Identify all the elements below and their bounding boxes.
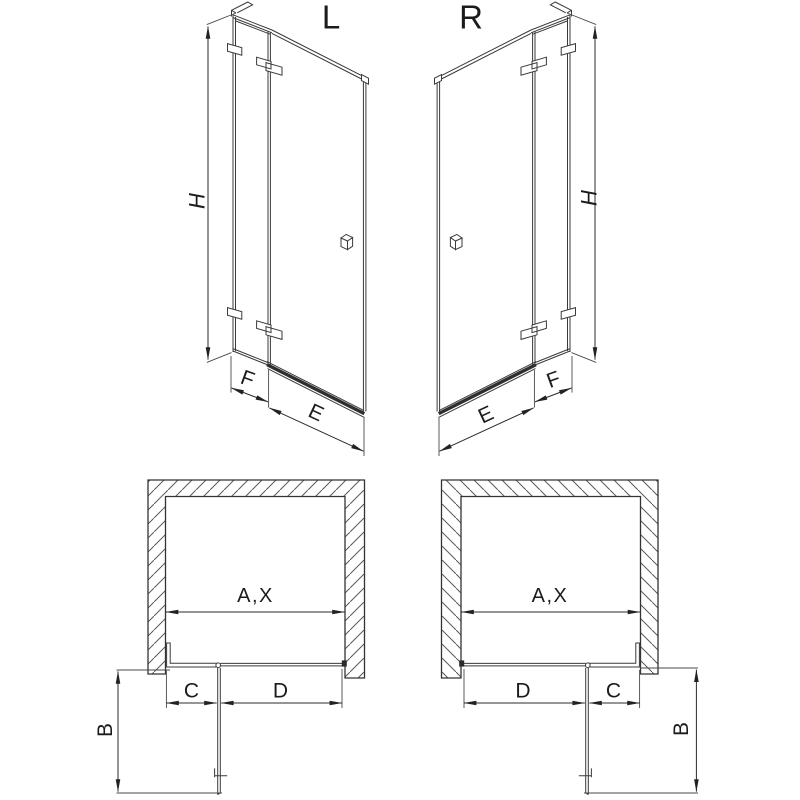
plan-left-view xyxy=(148,480,365,795)
hinge-pivot xyxy=(216,663,221,668)
label-opening-right: A,X xyxy=(531,585,569,607)
iso-right-view xyxy=(435,2,597,456)
label-variant-right: R xyxy=(459,0,483,36)
b-dimension-left xyxy=(117,670,223,793)
fixed-panel-bottom-edge xyxy=(233,349,268,365)
label-opening-left: A,X xyxy=(237,585,274,607)
plan-right-view xyxy=(442,480,659,795)
label-variant-left: L xyxy=(321,0,341,36)
fixed-panel-profile xyxy=(167,643,217,667)
label-c-right: C xyxy=(605,679,622,703)
label-fixed-left: F xyxy=(237,365,258,393)
top-rail xyxy=(233,15,272,34)
label-door-right: E xyxy=(474,401,498,429)
b-extension-lines xyxy=(117,670,223,793)
label-b-right: B xyxy=(670,721,693,737)
track-wall-bracket xyxy=(342,660,347,666)
label-d-left: D xyxy=(272,679,289,703)
door-corner-cap xyxy=(362,75,369,85)
door-handle-plan xyxy=(215,768,228,777)
threshold-track xyxy=(220,663,344,666)
label-height-left: H xyxy=(184,193,210,209)
door-right-edge xyxy=(363,80,366,413)
wall-bracket-upper xyxy=(228,44,242,56)
top-wall-bracket xyxy=(232,2,253,17)
label-d-right: D xyxy=(515,679,531,703)
walls-hatched xyxy=(148,480,365,678)
label-c-left: C xyxy=(183,679,200,703)
door-hinge-lower xyxy=(257,321,282,340)
label-b-left: B xyxy=(94,722,117,738)
door-hinge-upper xyxy=(257,57,282,75)
label-door-left: E xyxy=(304,399,328,427)
hinge-divider-edge xyxy=(268,31,270,366)
labels xyxy=(94,0,693,737)
iso-left-view xyxy=(207,2,369,456)
label-fixed-right: F xyxy=(543,366,564,394)
door-top-edge xyxy=(272,30,366,81)
door-handle-knob xyxy=(341,234,353,249)
fixed-panel-left-edge xyxy=(233,15,236,352)
wall-bracket-lower xyxy=(228,308,242,320)
label-height-right: H xyxy=(576,190,602,206)
